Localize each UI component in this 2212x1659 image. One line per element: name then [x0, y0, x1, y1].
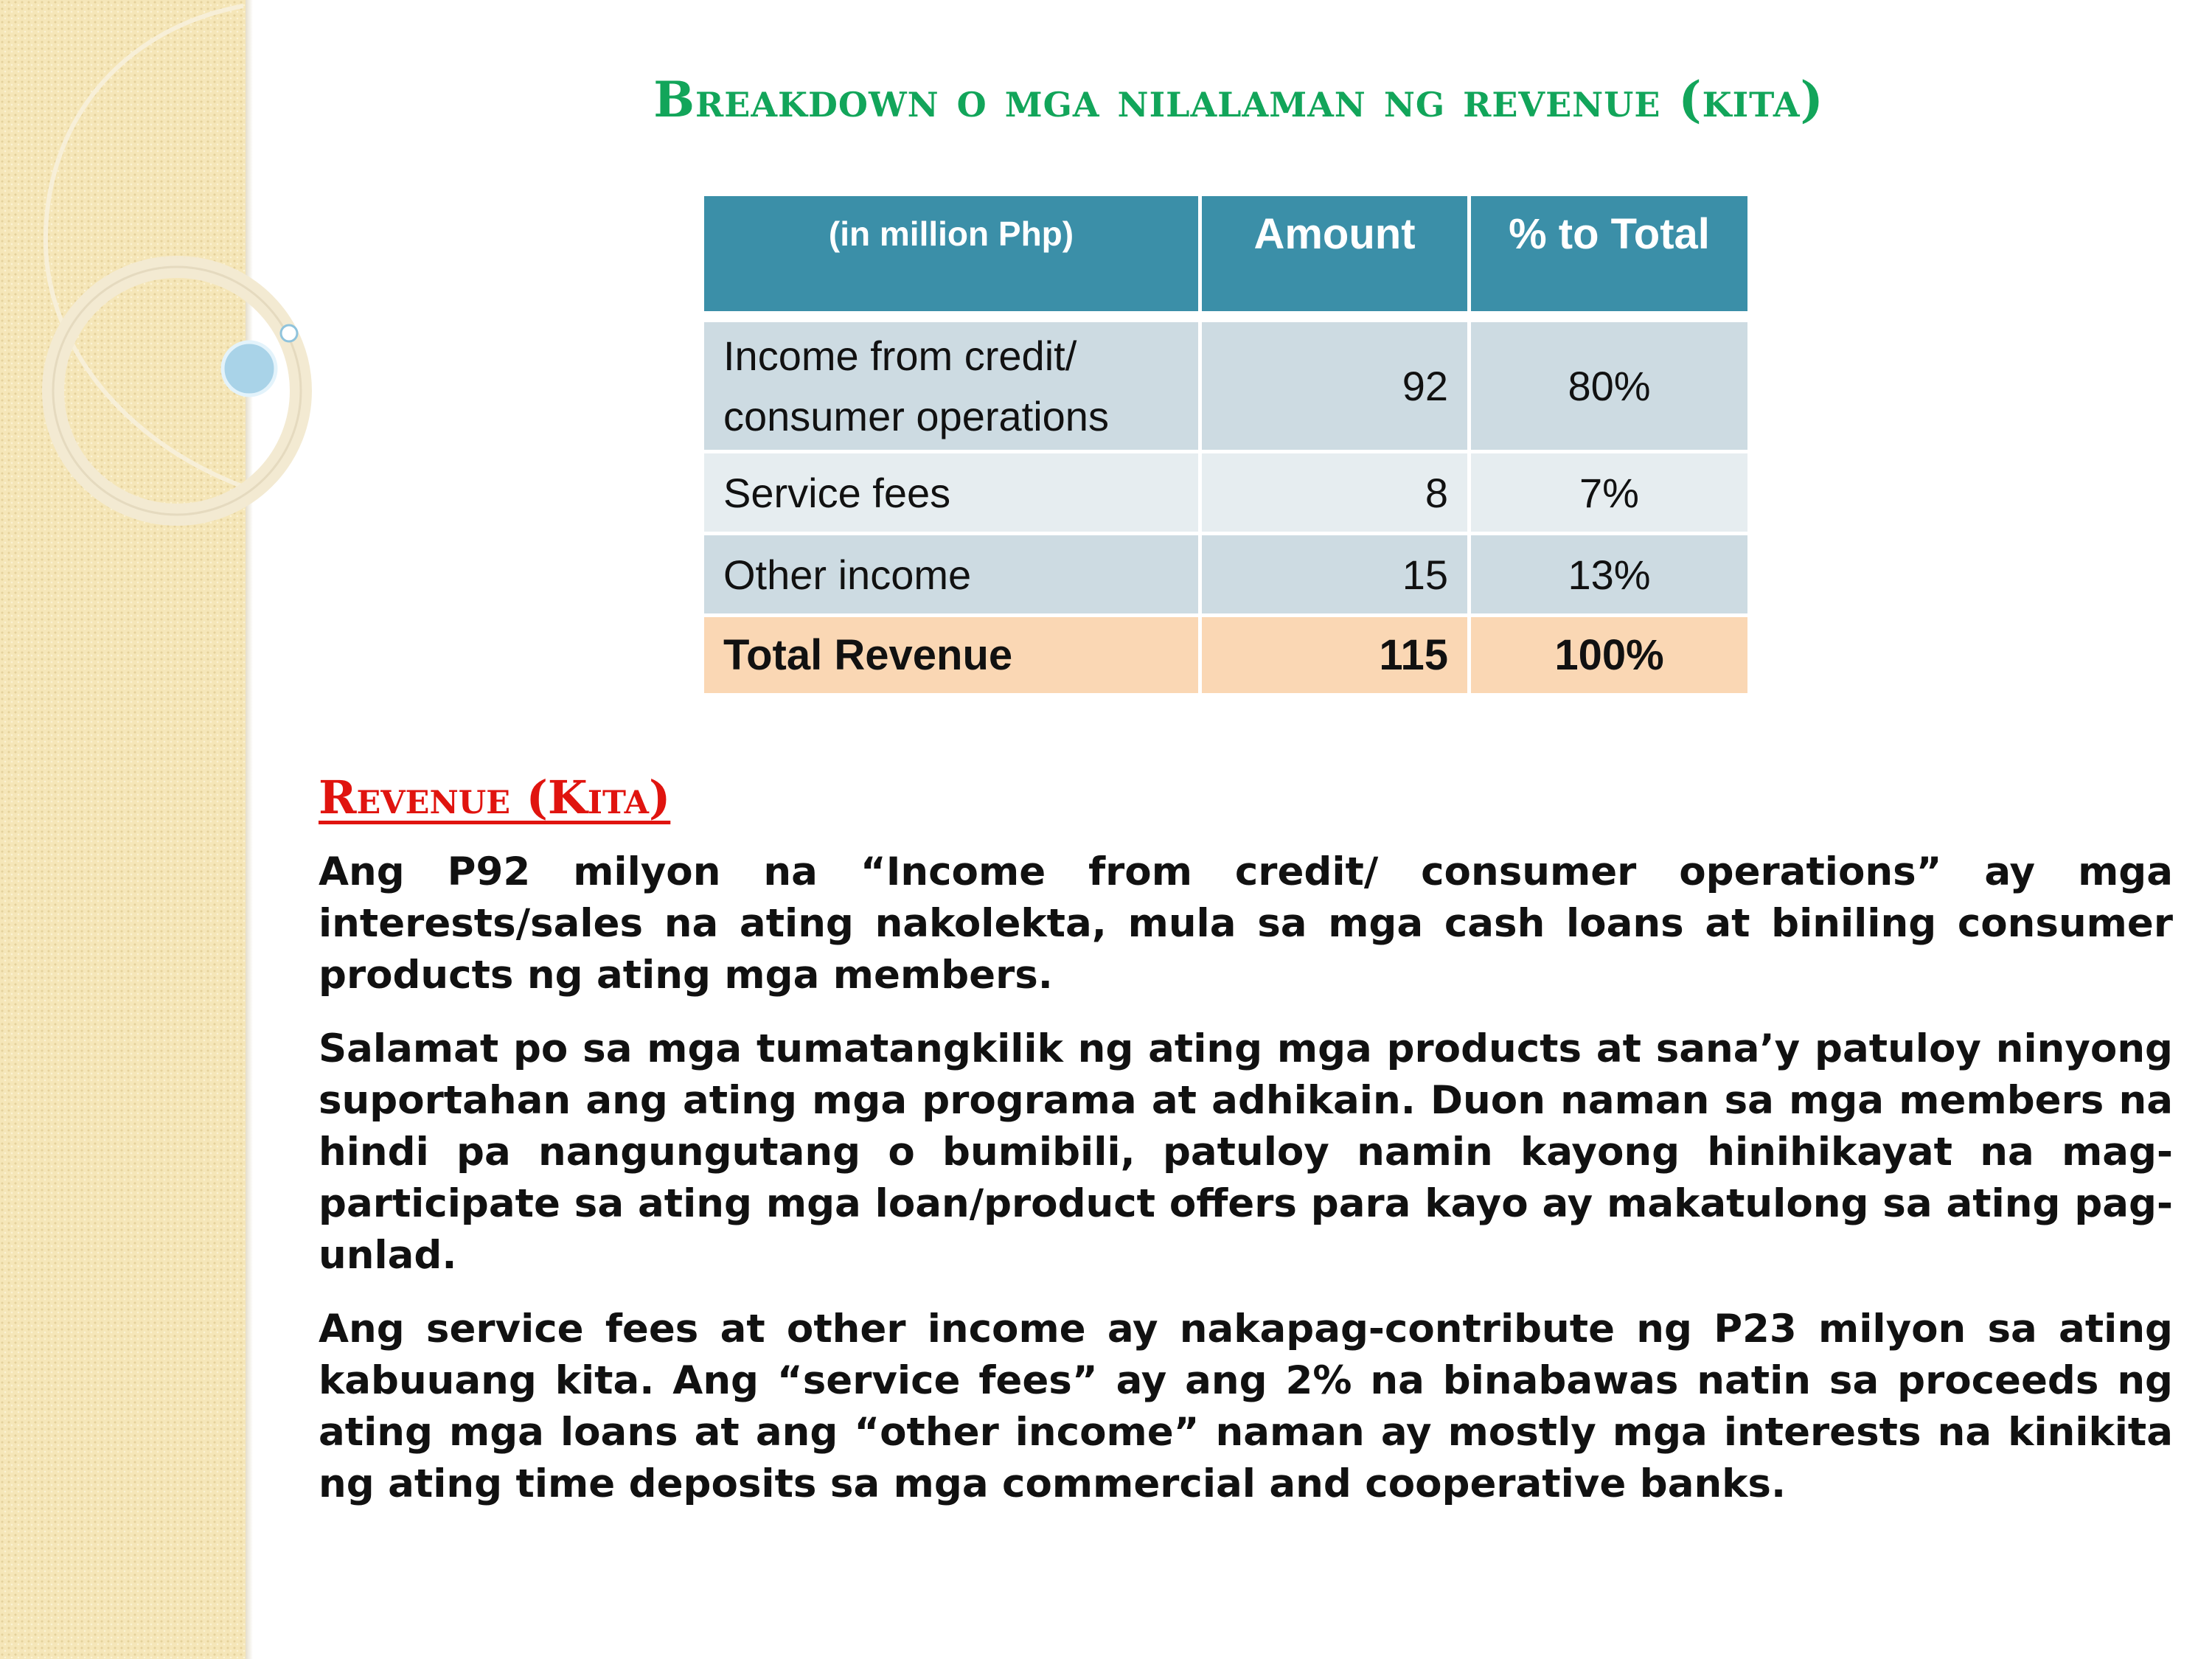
total-amount: 115: [1202, 617, 1467, 693]
table-row: [704, 453, 1747, 532]
row-pct: 7%: [1471, 453, 1747, 532]
header-label-column: (in million Php): [704, 196, 1198, 311]
large-arc-decoration: [46, 6, 243, 487]
row-amount: 8: [1202, 453, 1467, 532]
total-pct: 100%: [1471, 617, 1747, 693]
paragraph-income: Ang P92 milyon na “Income from credit/ consumer operations” ay mga interests/sales na ating nakolekta, mula sa mga cash loans at biniling consumer products ng ating mga members.: [319, 849, 2173, 998]
row-label: Service fees: [704, 453, 1198, 532]
slide-title: Breakdown o mga nilalaman ng revenue (kita): [653, 71, 1824, 128]
table-total-row: [704, 617, 1747, 693]
header-pct-column: % to Total: [1471, 196, 1747, 311]
bubble-large-decoration: [223, 342, 276, 395]
bubble-small-decoration: [281, 325, 297, 341]
total-label: Total Revenue: [704, 617, 1198, 693]
row-amount: 92: [1202, 315, 1467, 450]
row-pct: 13%: [1471, 535, 1747, 613]
decorative-rings-graphic: [0, 0, 339, 560]
table-header-row: [704, 196, 1747, 311]
revenue-breakdown-table: [700, 192, 1751, 697]
row-amount: 15: [1202, 535, 1467, 613]
row-label: [704, 315, 1198, 450]
paragraph-service-fees: Ang service fees at other income ay nakapag-contribute ng P23 milyon sa ating kabuuang kita. Ang “service fees” ay ang 2% na binabawas natin sa proceeds ng ating mga loans at ang “other income” naman ay mostly mga interests na kinikita ng ating time deposits sa mga commercial and cooperative banks.: [319, 1307, 2173, 1506]
table-row: [704, 535, 1747, 613]
row-label: Other income: [704, 535, 1198, 613]
section-heading: Revenue (Kita): [319, 771, 671, 824]
table-row: [704, 315, 1747, 450]
revenue-explanation-section: [319, 768, 2173, 1532]
row-label-line: consumer operations: [723, 392, 1109, 439]
row-pct: 80%: [1471, 315, 1747, 450]
row-label-line: Income from credit/: [723, 332, 1077, 379]
paragraph-thanks: Salamat po sa mga tumatangkilik ng ating mga products at sana’y patuloy ninyong suportahan ang ating mga programa at adhikain. Duon naman sa mga members na hindi pa nangungutang o bumibili, patuloy namin kayong hinihikayat na mag-participate sa ating mga loan/product offers para kayo ay makatulong sa ating pag-unlad.: [319, 1026, 2173, 1278]
header-amount-column: Amount: [1202, 196, 1467, 311]
